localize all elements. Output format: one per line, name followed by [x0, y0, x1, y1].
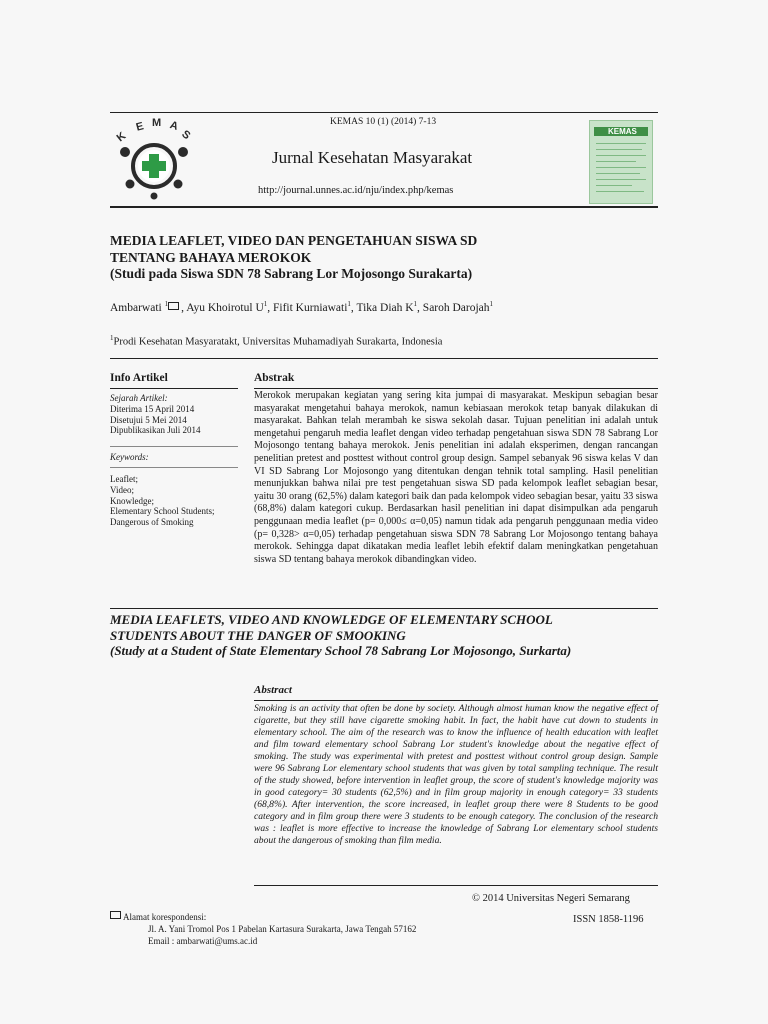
correspondence — [110, 911, 416, 947]
issn: ISSN 1858-1196 — [573, 914, 644, 925]
abstrak-text: Merokok merupakan kegiatan yang sering kita jumpai di masyarakat. Meskipun sebagian besar masyarakat mengetahui bahaya merokok, namun kebiasaan merokok tetap banyak dilakukan di masyarakat. Bahkan telah merambah ke siswa sekolah dasar. Tujuan penelitian ini adalah untuk mengetahui pengaruh media leaflet dengan video terhadap pengetahuan siswa SDN 78 Sabrang Lor Mojosongo tentang bahaya merokok. Jenis penelitian ini adalah eksperimen, dengan rancangan penelitian pretest and posttest without control group design. Sampel sebanyak 96 siswa kelas V dan VI SD Sabrang Lor Mojosongo yang ditentukan dengan tehnik total sampling. Hasil penelitian menunjukkan bahwa nilai pre test pengetahuan siswa SD pada kelompok leaflet sebagian besar, yaitu 30 orang (62,5%) dalam kategori baik dan pada kelompok video sebagian besar, yaitu 33 siswa (68,8%) dalam kategori cukup. Berdasarkan hasil penelitian ini dapat disimpulkan ada pengaruh penggunaan media leaflet (p= 0,000≤ α=0,05) namun tidak ada pengaruh penggunaan media video (p= 0,328> α=0,05) terhadap pengetahuan siswa SDN 78 Sabrang Lor Mojosongo tentang bahaya merokok. Sehingga dapat dikatakan media leaflet lebih efektif dalam meningkatkan pengetahuan siswa SD tentang bahaya merokok dibandingkan video. — [254, 390, 658, 565]
cover-label: KEMAS — [608, 127, 637, 136]
journal-title: Jurnal Kesehatan Masyarakat — [272, 148, 473, 167]
cover-line — [596, 173, 640, 174]
author-affiliation-mark: 1 — [489, 300, 494, 308]
author-name: , Tika Diah K — [350, 301, 414, 314]
info-rule — [110, 388, 238, 389]
journal-url[interactable]: http://journal.unnes.ac.id/nju/index.php/kemas — [258, 185, 454, 196]
author-name: , Ayu Khoirotul U — [181, 301, 264, 314]
history-label: Sejarah Artikel: — [110, 393, 168, 403]
info-divider — [110, 467, 238, 468]
logo-letter: S — [179, 128, 193, 143]
author-affiliation-mark: 1 — [347, 300, 351, 308]
kemas-logo — [108, 116, 200, 200]
abstract-heading: Abstract — [254, 684, 292, 696]
author-affiliation-mark: 1 — [413, 300, 418, 308]
english-title-line: MEDIA LEAFLETS, VIDEO AND KNOWLEDGE OF ELEMENTARY SCHOOL — [110, 612, 553, 627]
english-subtitle: (Study at a Student of State Elementary School 78 Sabrang Lor Mojosongo, Surkarta) — [110, 643, 572, 658]
title-line: MEDIA LEAFLET, VIDEO DAN PENGETAHUAN SISWA SD — [110, 233, 478, 248]
english-title-line: STUDENTS ABOUT THE DANGER OF SMOOKING — [110, 627, 406, 643]
article-history — [110, 393, 201, 436]
envelope-icon — [110, 911, 121, 919]
keyword: Leaflet; — [110, 474, 138, 484]
abstrak-rule — [254, 388, 658, 389]
author-affiliation-mark: 1 — [164, 300, 169, 308]
cover-line — [596, 185, 632, 186]
accepted-date: Disetujui 5 Mei 2014 — [110, 414, 187, 425]
author-affiliation-mark: 1 — [263, 300, 268, 308]
cover-line — [596, 191, 644, 192]
english-title — [110, 612, 670, 659]
affiliation-text: Prodi Kesehatan Masyaratakt, Universitas Muhamadiyah Surakarta, Indonesia — [113, 336, 443, 348]
keyword: Dangerous of Smoking — [110, 517, 194, 528]
citation: KEMAS 10 (1) (2014) 7-13 — [330, 117, 437, 127]
top-rule — [110, 112, 658, 113]
logo-letter: M — [152, 117, 162, 129]
cover-line — [596, 167, 646, 168]
correspondence-label: Alamat korespondensi: — [123, 912, 207, 922]
header-rule — [110, 206, 658, 208]
logo-letter: A — [168, 119, 180, 133]
correspondence-address: Jl. A. Yani Tromol Pos 1 Pabelan Kartasura Surakarta, Jawa Tengah 57162 — [148, 924, 417, 934]
article-title — [110, 233, 630, 283]
logo-letter: K — [114, 130, 129, 145]
abstract-text: Smoking is an activity that often be done by society. Although almost human know the negative effect of cigarette, but they still have cigarette smoking habit. In fact, the habit have cut down to students in elementary school. The aim of the research was to know the influence of health education with leaflet and film toward elementary school Sabrang Lor student's knowledge about the negative effect of smoking. The study was experimental with pretest and posttest without control group design. Sample were 96 Sabrang Lor elementary school students that was given by total sampling technique. The result of the study showed, before intervention in leaflet group, the score of student's knowledge majority was in good category= 30 students (62,5%) and in film group majority in enough category= 33 students (68,8%). After intervention, the score increased, in leaflet group there were 8 Students to be good category and in film group there were 3 students to be enough category. The conclusion of the research was : leaflet is more effective to increase the knowledge of Sabrang Lor elementary school students about the dangerous of smoking than film media. — [254, 703, 658, 846]
affiliation-mark: 1 — [110, 334, 114, 342]
cover-banner — [594, 127, 648, 136]
published-date: Dipublikasikan Juli 2014 — [110, 425, 201, 436]
author-name: , Fifit Kurniawati — [267, 301, 348, 314]
info-divider — [110, 446, 238, 447]
author-name: , Saroh Darojah — [417, 301, 490, 314]
keyword: Video; — [110, 484, 134, 495]
title-line: TENTANG BAHAYA MEROKOK — [110, 249, 312, 265]
author-name: Ambarwati — [110, 301, 165, 314]
cover-line — [596, 155, 646, 156]
envelope-icon — [168, 302, 179, 310]
keywords-label: Keywords: — [110, 452, 149, 462]
cover-line — [596, 161, 636, 162]
abstract-bottom-rule — [254, 885, 658, 886]
affiliation — [110, 334, 442, 348]
keyword: Knowledge; — [110, 495, 154, 506]
cover-line — [596, 143, 646, 144]
logo-letter: E — [134, 120, 146, 134]
keywords-list — [110, 474, 214, 528]
title-subtitle: (Studi pada Siswa SDN 78 Sabrang Lor Mojosongo Surakarta) — [110, 266, 473, 281]
received-date: Diterima 15 April 2014 — [110, 403, 195, 414]
correspondence-email[interactable]: Email : ambarwati@ums.ac.id — [148, 936, 258, 946]
abstract-rule — [254, 700, 658, 701]
keyword: Elementary School Students; — [110, 506, 215, 517]
cover-line — [596, 149, 642, 150]
journal-cover-thumbnail — [589, 120, 653, 204]
info-heading: Info Artikel — [110, 372, 168, 384]
section-rule — [110, 358, 658, 359]
section-rule — [110, 608, 658, 609]
cover-line — [596, 179, 646, 180]
author-list — [110, 300, 493, 314]
copyright: © 2014 Universitas Negeri Semarang — [472, 893, 630, 904]
abstrak-heading: Abstrak — [254, 372, 295, 384]
